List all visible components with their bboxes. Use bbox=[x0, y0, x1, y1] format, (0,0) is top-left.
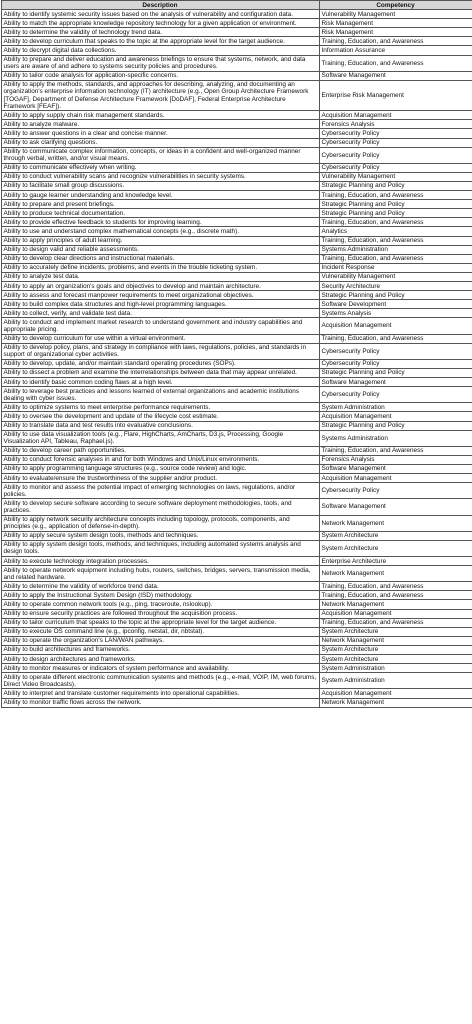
competency-cell: Systems Administration bbox=[319, 430, 472, 446]
description-cell: Ability to assess and forecast manpower requirements to meet organizational objectives. bbox=[1, 291, 319, 300]
competency-cell: Network Management bbox=[319, 698, 472, 707]
description-cell: Ability to analyze malware. bbox=[1, 120, 319, 129]
competency-table bbox=[1, 0, 472, 708]
table-row bbox=[1, 412, 472, 421]
competency-cell: Strategic Planning and Policy bbox=[319, 200, 472, 209]
competency-cell: Acquisition Management bbox=[319, 609, 472, 618]
table-row bbox=[1, 309, 472, 318]
table-row bbox=[1, 673, 472, 689]
description-cell: Ability to operate the organization's LAN/WAN pathways. bbox=[1, 636, 319, 645]
table-row bbox=[1, 111, 472, 120]
description-cell: Ability to monitor and assess the potential impact of emerging technologies on laws, regulations, and/or policies. bbox=[1, 483, 319, 499]
description-cell: Ability to answer questions in a clear and concise manner. bbox=[1, 129, 319, 138]
competency-cell: Risk Management bbox=[319, 19, 472, 28]
description-cell: Ability to develop clear directions and instructional materials. bbox=[1, 254, 319, 263]
competency-cell: Training, Education, and Awareness bbox=[319, 191, 472, 200]
description-cell: Ability to translate data and test results into evaluative conclusions. bbox=[1, 421, 319, 430]
table-row bbox=[1, 515, 472, 531]
table-row bbox=[1, 566, 472, 582]
table-row bbox=[1, 282, 472, 291]
header-row bbox=[1, 1, 472, 10]
description-cell: Ability to apply system design tools, methods, and techniques, including automated systems analysis and design tools. bbox=[1, 540, 319, 556]
description-cell: Ability to determine the validity of technology trend data. bbox=[1, 28, 319, 37]
competency-cell: Software Management bbox=[319, 499, 472, 515]
table-row bbox=[1, 582, 472, 591]
table-row bbox=[1, 318, 472, 334]
table-row bbox=[1, 28, 472, 37]
competency-cell: Cybersecurity Policy bbox=[319, 359, 472, 368]
competency-cell: Software Management bbox=[319, 464, 472, 473]
description-cell: Ability to evaluate/ensure the trustworthiness of the supplier and/or product. bbox=[1, 474, 319, 483]
description-cell: Ability to build architectures and frameworks. bbox=[1, 645, 319, 654]
description-cell: Ability to conduct vulnerability scans and recognize vulnerabilities in security systems. bbox=[1, 172, 319, 181]
table-row bbox=[1, 446, 472, 455]
description-cell: Ability to execute OS command line (e.g., ipconfig, netstat, dir, nbtstat). bbox=[1, 627, 319, 636]
competency-cell: Acquisition Management bbox=[319, 111, 472, 120]
description-cell: Ability to oversee the development and update of the lifecycle cost estimate. bbox=[1, 412, 319, 421]
description-cell: Ability to conduct forensic analyses in and for both Windows and Unix/Linux environments. bbox=[1, 455, 319, 464]
table-body bbox=[1, 10, 472, 708]
competency-cell: Network Management bbox=[319, 515, 472, 531]
competency-cell: Training, Education, and Awareness bbox=[319, 218, 472, 227]
description-header: Description bbox=[1, 1, 319, 10]
description-cell: Ability to apply network security architecture concepts including topology, protocols, components, and principles (e.g., application of defense-in-depth). bbox=[1, 515, 319, 531]
competency-cell: Strategic Planning and Policy bbox=[319, 368, 472, 377]
competency-cell: Training, Education, and Awareness bbox=[319, 618, 472, 627]
table-row bbox=[1, 209, 472, 218]
competency-cell: Training, Education, and Awareness bbox=[319, 582, 472, 591]
description-cell: Ability to provide effective feedback to students for improving learning. bbox=[1, 218, 319, 227]
table-row bbox=[1, 37, 472, 46]
description-cell: Ability to operate network equipment including hubs, routers, switches, bridges, servers, transmission media, and related hardware. bbox=[1, 566, 319, 582]
description-cell: Ability to apply supply chain risk management standards. bbox=[1, 111, 319, 120]
competency-cell: System Administration bbox=[319, 673, 472, 689]
table-row bbox=[1, 71, 472, 80]
description-cell: Ability to develop curriculum that speaks to the topic at the appropriate level for the target audience. bbox=[1, 37, 319, 46]
table-row bbox=[1, 343, 472, 359]
description-cell: Ability to design architectures and frameworks. bbox=[1, 655, 319, 664]
competency-cell: Acquisition Management bbox=[319, 318, 472, 334]
table-row bbox=[1, 387, 472, 403]
table-row bbox=[1, 378, 472, 387]
table-row bbox=[1, 499, 472, 515]
table-row bbox=[1, 200, 472, 209]
competency-cell: Training, Education, and Awareness bbox=[319, 446, 472, 455]
description-cell: Ability to interpret and translate customer requirements into operational capabilities. bbox=[1, 689, 319, 698]
table-row bbox=[1, 272, 472, 281]
description-cell: Ability to operate different electronic communication systems and methods (e.g., e-mail, VOIP, IM, web forums, Direct Video Broadcasts). bbox=[1, 673, 319, 689]
table-row bbox=[1, 645, 472, 654]
table-row bbox=[1, 627, 472, 636]
table-row bbox=[1, 236, 472, 245]
competency-cell: Analytics bbox=[319, 227, 472, 236]
description-cell: Ability to operate common network tools (e.g., ping, traceroute, nslookup). bbox=[1, 600, 319, 609]
description-cell: Ability to develop curriculum for use within a virtual environment. bbox=[1, 334, 319, 343]
competency-cell: System Architecture bbox=[319, 645, 472, 654]
competency-cell: System Administration bbox=[319, 664, 472, 673]
description-cell: Ability to gauge learner understanding and knowledge level. bbox=[1, 191, 319, 200]
description-cell: Ability to use and understand complex mathematical concepts (e.g., discrete math). bbox=[1, 227, 319, 236]
competency-cell: Cybersecurity Policy bbox=[319, 387, 472, 403]
competency-cell: Enterprise Architecture bbox=[319, 557, 472, 566]
table-row bbox=[1, 531, 472, 540]
description-cell: Ability to communicate complex information, concepts, or ideas in a confident and well-organized manner through verbal, written, and/or visual means. bbox=[1, 147, 319, 163]
competency-cell: Strategic Planning and Policy bbox=[319, 421, 472, 430]
table-row bbox=[1, 455, 472, 464]
description-cell: Ability to conduct and implement market research to understand government and industry capabilities and appropriate pricing. bbox=[1, 318, 319, 334]
table-row bbox=[1, 19, 472, 28]
table-row bbox=[1, 600, 472, 609]
description-cell: Ability to ask clarifying questions. bbox=[1, 138, 319, 147]
competency-cell: Vulnerability Management bbox=[319, 172, 472, 181]
competency-cell: Systems Administration bbox=[319, 245, 472, 254]
description-cell: Ability to ensure security practices are followed throughout the acquisition process. bbox=[1, 609, 319, 618]
table-row bbox=[1, 359, 472, 368]
competency-cell: Software Management bbox=[319, 378, 472, 387]
competency-cell: System Administration bbox=[319, 403, 472, 412]
competency-cell: Network Management bbox=[319, 566, 472, 582]
competency-cell: Training, Education, and Awareness bbox=[319, 591, 472, 600]
table-row bbox=[1, 557, 472, 566]
description-cell: Ability to determine the validity of workforce trend data. bbox=[1, 582, 319, 591]
competency-cell: Cybersecurity Policy bbox=[319, 483, 472, 499]
description-cell: Ability to use data visualization tools (e.g., Flare, HighCharts, AmCharts, D3.js, Processing, Google Visualization API, Tableau, Raphael.js). bbox=[1, 430, 319, 446]
description-cell: Ability to execute technology integration processes. bbox=[1, 557, 319, 566]
table-row bbox=[1, 430, 472, 446]
table-row bbox=[1, 300, 472, 309]
description-cell: Ability to accurately define incidents, problems, and events in the trouble ticketing system. bbox=[1, 263, 319, 272]
competency-cell: Network Management bbox=[319, 600, 472, 609]
competency-cell: Training, Education, and Awareness bbox=[319, 254, 472, 263]
table-row bbox=[1, 334, 472, 343]
competency-cell: System Architecture bbox=[319, 655, 472, 664]
description-cell: Ability to prepare and present briefings. bbox=[1, 200, 319, 209]
description-cell: Ability to tailor curriculum that speaks to the topic at the appropriate level for the target audience. bbox=[1, 618, 319, 627]
description-cell: Ability to develop secure software according to secure software deployment methodologies, tools, and practices. bbox=[1, 499, 319, 515]
competency-cell: Acquisition Management bbox=[319, 412, 472, 421]
description-cell: Ability to build complex data structures and high-level programming languages. bbox=[1, 300, 319, 309]
table-row bbox=[1, 55, 472, 71]
table-row bbox=[1, 120, 472, 129]
competency-cell: Training, Education, and Awareness bbox=[319, 334, 472, 343]
table-row bbox=[1, 10, 472, 19]
competency-cell: Security Architecture bbox=[319, 282, 472, 291]
competency-cell: Software Management bbox=[319, 71, 472, 80]
competency-cell: Software Development bbox=[319, 300, 472, 309]
table-row bbox=[1, 421, 472, 430]
competency-cell: Vulnerability Management bbox=[319, 10, 472, 19]
table-row bbox=[1, 403, 472, 412]
table-row bbox=[1, 263, 472, 272]
description-cell: Ability to decrypt digital data collections. bbox=[1, 46, 319, 55]
competency-cell: Cybersecurity Policy bbox=[319, 138, 472, 147]
competency-cell: Network Management bbox=[319, 636, 472, 645]
description-cell: Ability to develop policy, plans, and strategy in compliance with laws, regulations, policies, and standards in support of organizational cyber activities. bbox=[1, 343, 319, 359]
table-row bbox=[1, 172, 472, 181]
description-cell: Ability to facilitate small group discussions. bbox=[1, 181, 319, 190]
table-row bbox=[1, 698, 472, 707]
description-cell: Ability to analyze test data. bbox=[1, 272, 319, 281]
competency-cell: Cybersecurity Policy bbox=[319, 163, 472, 172]
competency-header: Competency bbox=[319, 1, 472, 10]
competency-cell: Strategic Planning and Policy bbox=[319, 291, 472, 300]
table-row bbox=[1, 129, 472, 138]
description-cell: Ability to collect, verify, and validate test data. bbox=[1, 309, 319, 318]
competency-cell: Cybersecurity Policy bbox=[319, 129, 472, 138]
table-row bbox=[1, 218, 472, 227]
competency-cell: Forensics Analysis bbox=[319, 455, 472, 464]
description-cell: Ability to leverage best practices and lessons learned of external organizations and academic institutions dealing with cyber issues. bbox=[1, 387, 319, 403]
description-cell: Ability to apply the methods, standards, and approaches for describing, analyzing, and documenting an organization's enterprise information technology (IT) architecture (e.g., Open Group Architecture Framework [TOGAF], Department of Defense Architecture Framework [DoDAF], Federal Enterprise Architecture Framework [FEAF]). bbox=[1, 80, 319, 110]
competency-cell: Systems Analysis bbox=[319, 309, 472, 318]
competency-cell: Acquisition Management bbox=[319, 474, 472, 483]
description-cell: Ability to dissect a problem and examine the interrelationships between data that may appear unrelated. bbox=[1, 368, 319, 377]
table-row bbox=[1, 163, 472, 172]
description-cell: Ability to apply the Instructional System Design (ISD) methodology. bbox=[1, 591, 319, 600]
table-row bbox=[1, 227, 472, 236]
competency-cell: Cybersecurity Policy bbox=[319, 343, 472, 359]
description-cell: Ability to develop, update, and/or maintain standard operating procedures (SOPs). bbox=[1, 359, 319, 368]
table-row bbox=[1, 464, 472, 473]
competency-cell: Enterprise Risk Management bbox=[319, 80, 472, 110]
competency-cell: Training, Education, and Awareness bbox=[319, 236, 472, 245]
description-cell: Ability to apply secure system design tools, methods and techniques. bbox=[1, 531, 319, 540]
competency-cell: Acquisition Management bbox=[319, 689, 472, 698]
table-row bbox=[1, 483, 472, 499]
description-cell: Ability to apply principles of adult learning. bbox=[1, 236, 319, 245]
description-cell: Ability to match the appropriate knowledge repository technology for a given application or environment. bbox=[1, 19, 319, 28]
description-cell: Ability to apply programming language structures (e.g., source code review) and logic. bbox=[1, 464, 319, 473]
table-row bbox=[1, 591, 472, 600]
description-cell: Ability to identify systemic security issues based on the analysis of vulnerability and configuration data. bbox=[1, 10, 319, 19]
description-cell: Ability to identify basic common coding flaws at a high level. bbox=[1, 378, 319, 387]
table-row bbox=[1, 664, 472, 673]
competency-cell: Strategic Planning and Policy bbox=[319, 209, 472, 218]
competency-cell: Risk Management bbox=[319, 28, 472, 37]
competency-cell: Vulnerability Management bbox=[319, 272, 472, 281]
description-cell: Ability to communicate effectively when writing. bbox=[1, 163, 319, 172]
table-row bbox=[1, 254, 472, 263]
description-cell: Ability to monitor measures or indicators of system performance and availability. bbox=[1, 664, 319, 673]
competency-cell: Information Assurance bbox=[319, 46, 472, 55]
competency-cell: Forensics Analysis bbox=[319, 120, 472, 129]
table-row bbox=[1, 191, 472, 200]
table-row bbox=[1, 609, 472, 618]
description-cell: Ability to tailor code analysis for application-specific concerns. bbox=[1, 71, 319, 80]
table-row bbox=[1, 291, 472, 300]
description-cell: Ability to monitor traffic flows across the network. bbox=[1, 698, 319, 707]
description-cell: Ability to design valid and reliable assessments. bbox=[1, 245, 319, 254]
table-row bbox=[1, 138, 472, 147]
competency-cell: Strategic Planning and Policy bbox=[319, 181, 472, 190]
table-row bbox=[1, 618, 472, 627]
description-cell: Ability to prepare and deliver education and awareness briefings to ensure that systems, network, and data users are aware of and adhere to systems security policies and procedures. bbox=[1, 55, 319, 71]
competency-cell: Training, Education, and Awareness bbox=[319, 55, 472, 71]
table-row bbox=[1, 147, 472, 163]
competency-cell: System Architecture bbox=[319, 531, 472, 540]
description-cell: Ability to apply an organization's goals and objectives to develop and maintain architecture. bbox=[1, 282, 319, 291]
competency-cell: System Architecture bbox=[319, 540, 472, 556]
table-row bbox=[1, 245, 472, 254]
competency-cell: System Architecture bbox=[319, 627, 472, 636]
description-cell: Ability to develop career path opportunities. bbox=[1, 446, 319, 455]
competency-cell: Incident Response bbox=[319, 263, 472, 272]
competency-cell: Cybersecurity Policy bbox=[319, 147, 472, 163]
table-row bbox=[1, 368, 472, 377]
table-row bbox=[1, 689, 472, 698]
table-row bbox=[1, 636, 472, 645]
description-cell: Ability to optimize systems to meet enterprise performance requirements. bbox=[1, 403, 319, 412]
description-cell: Ability to produce technical documentation. bbox=[1, 209, 319, 218]
table-row bbox=[1, 474, 472, 483]
table-row bbox=[1, 80, 472, 110]
competency-cell: Training, Education, and Awareness bbox=[319, 37, 472, 46]
table-row bbox=[1, 46, 472, 55]
table-row bbox=[1, 540, 472, 556]
table-row bbox=[1, 181, 472, 190]
table-row bbox=[1, 655, 472, 664]
